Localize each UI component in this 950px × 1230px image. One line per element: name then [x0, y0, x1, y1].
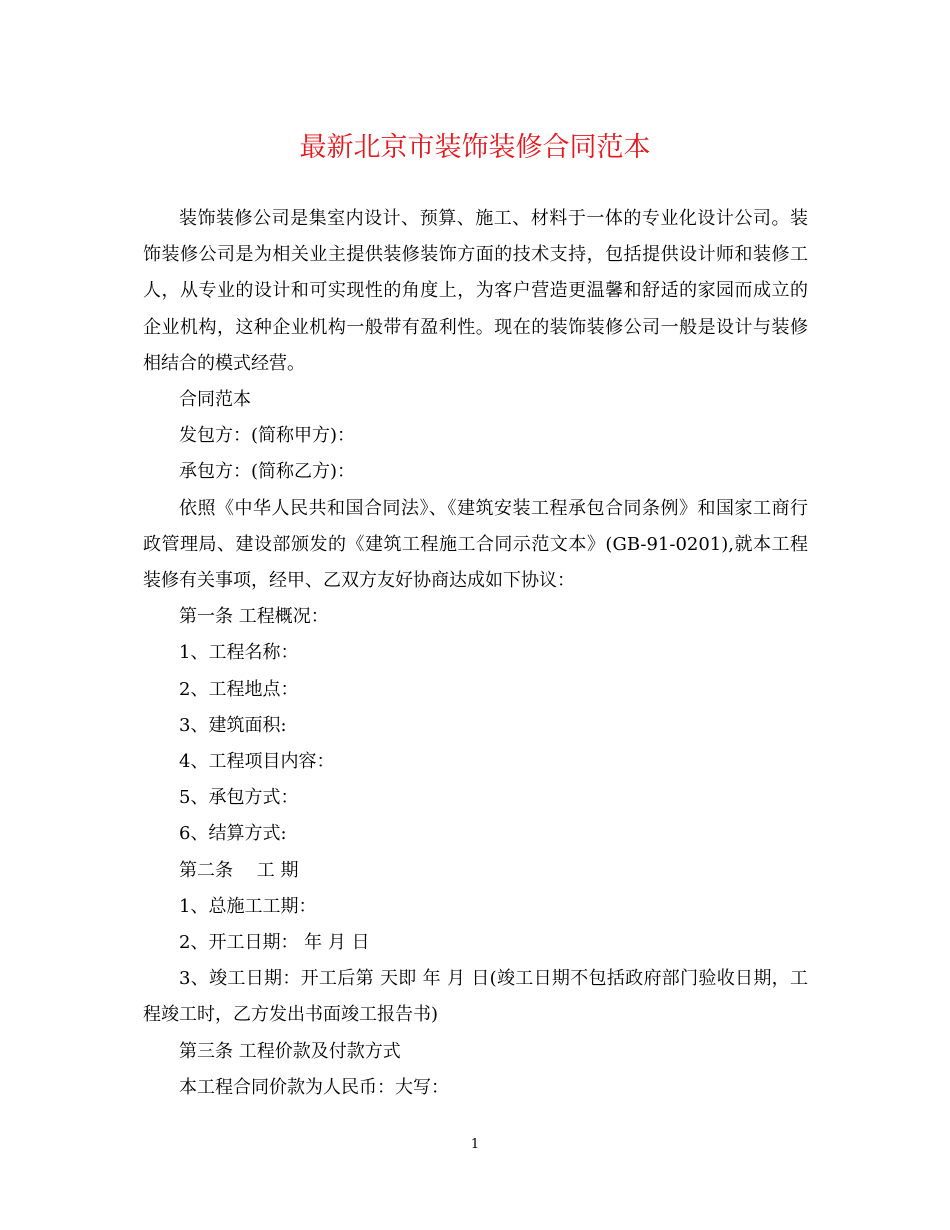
article-1-item: 1、工程名称：	[179, 642, 299, 664]
article-3-item: 本工程合同价款为人民币：大写：	[179, 1076, 449, 1098]
page-title: 最新北京市装饰装修合同范本	[299, 132, 651, 163]
article-1-item: 2、工程地点：	[179, 678, 299, 700]
basis-paragraph: 依照《中华人民共和国合同法》、《建筑安装工程承包合同条例》和国家工商行政管理局、建设部颁发的《建筑工程施工合同示范文本》(GB-91-0201),就本工程装修有关事项，经甲、乙双方友好协商达成如下协议：	[143, 497, 808, 592]
intro-paragraph: 装饰装修公司是集室内设计、预算、施工、材料于一体的专业化设计公司。装饰装修公司是为相关业主提供装修装饰方面的技术支持，包括提供设计师和装修工人，从专业的设计和可实现性的角度上，为客户营造更温馨和舒适的家园而成立的企业机构，这种企业机构一般带有盈利性。现在的装饰装修公司一般是设计与装修相结合的模式经营。	[143, 208, 808, 374]
article-1-item: 4、工程项目内容：	[179, 751, 335, 773]
article-1-item: 3、建筑面积:	[179, 714, 287, 736]
article-2-item: 1、总施工工期：	[179, 895, 317, 917]
party-b-line: 承包方：(简称乙方)：	[179, 461, 356, 483]
contract-label: 合同范本	[179, 389, 251, 411]
page-number: 1	[470, 1137, 480, 1152]
article-3-heading: 第三条 工程价款及付款方式	[179, 1040, 401, 1062]
article-1-item: 6、结算方式:	[179, 823, 287, 845]
article-2-item: 2、开工日期： 年 月 日	[179, 932, 370, 954]
party-a-line: 发包方：(简称甲方)：	[179, 425, 356, 447]
article-2-heading: 第二条 工 期	[179, 859, 299, 881]
article-1-item: 5、承包方式：	[179, 787, 299, 809]
article-2-item: 3、竣工日期：开工后第 天即 年 月 日(竣工日期不包括政府部门验收日期，工程竣工时，乙方发出书面竣工报告书)	[143, 968, 808, 1026]
article-1-heading: 第一条 工程概况：	[179, 606, 329, 628]
document-body	[143, 201, 808, 1106]
